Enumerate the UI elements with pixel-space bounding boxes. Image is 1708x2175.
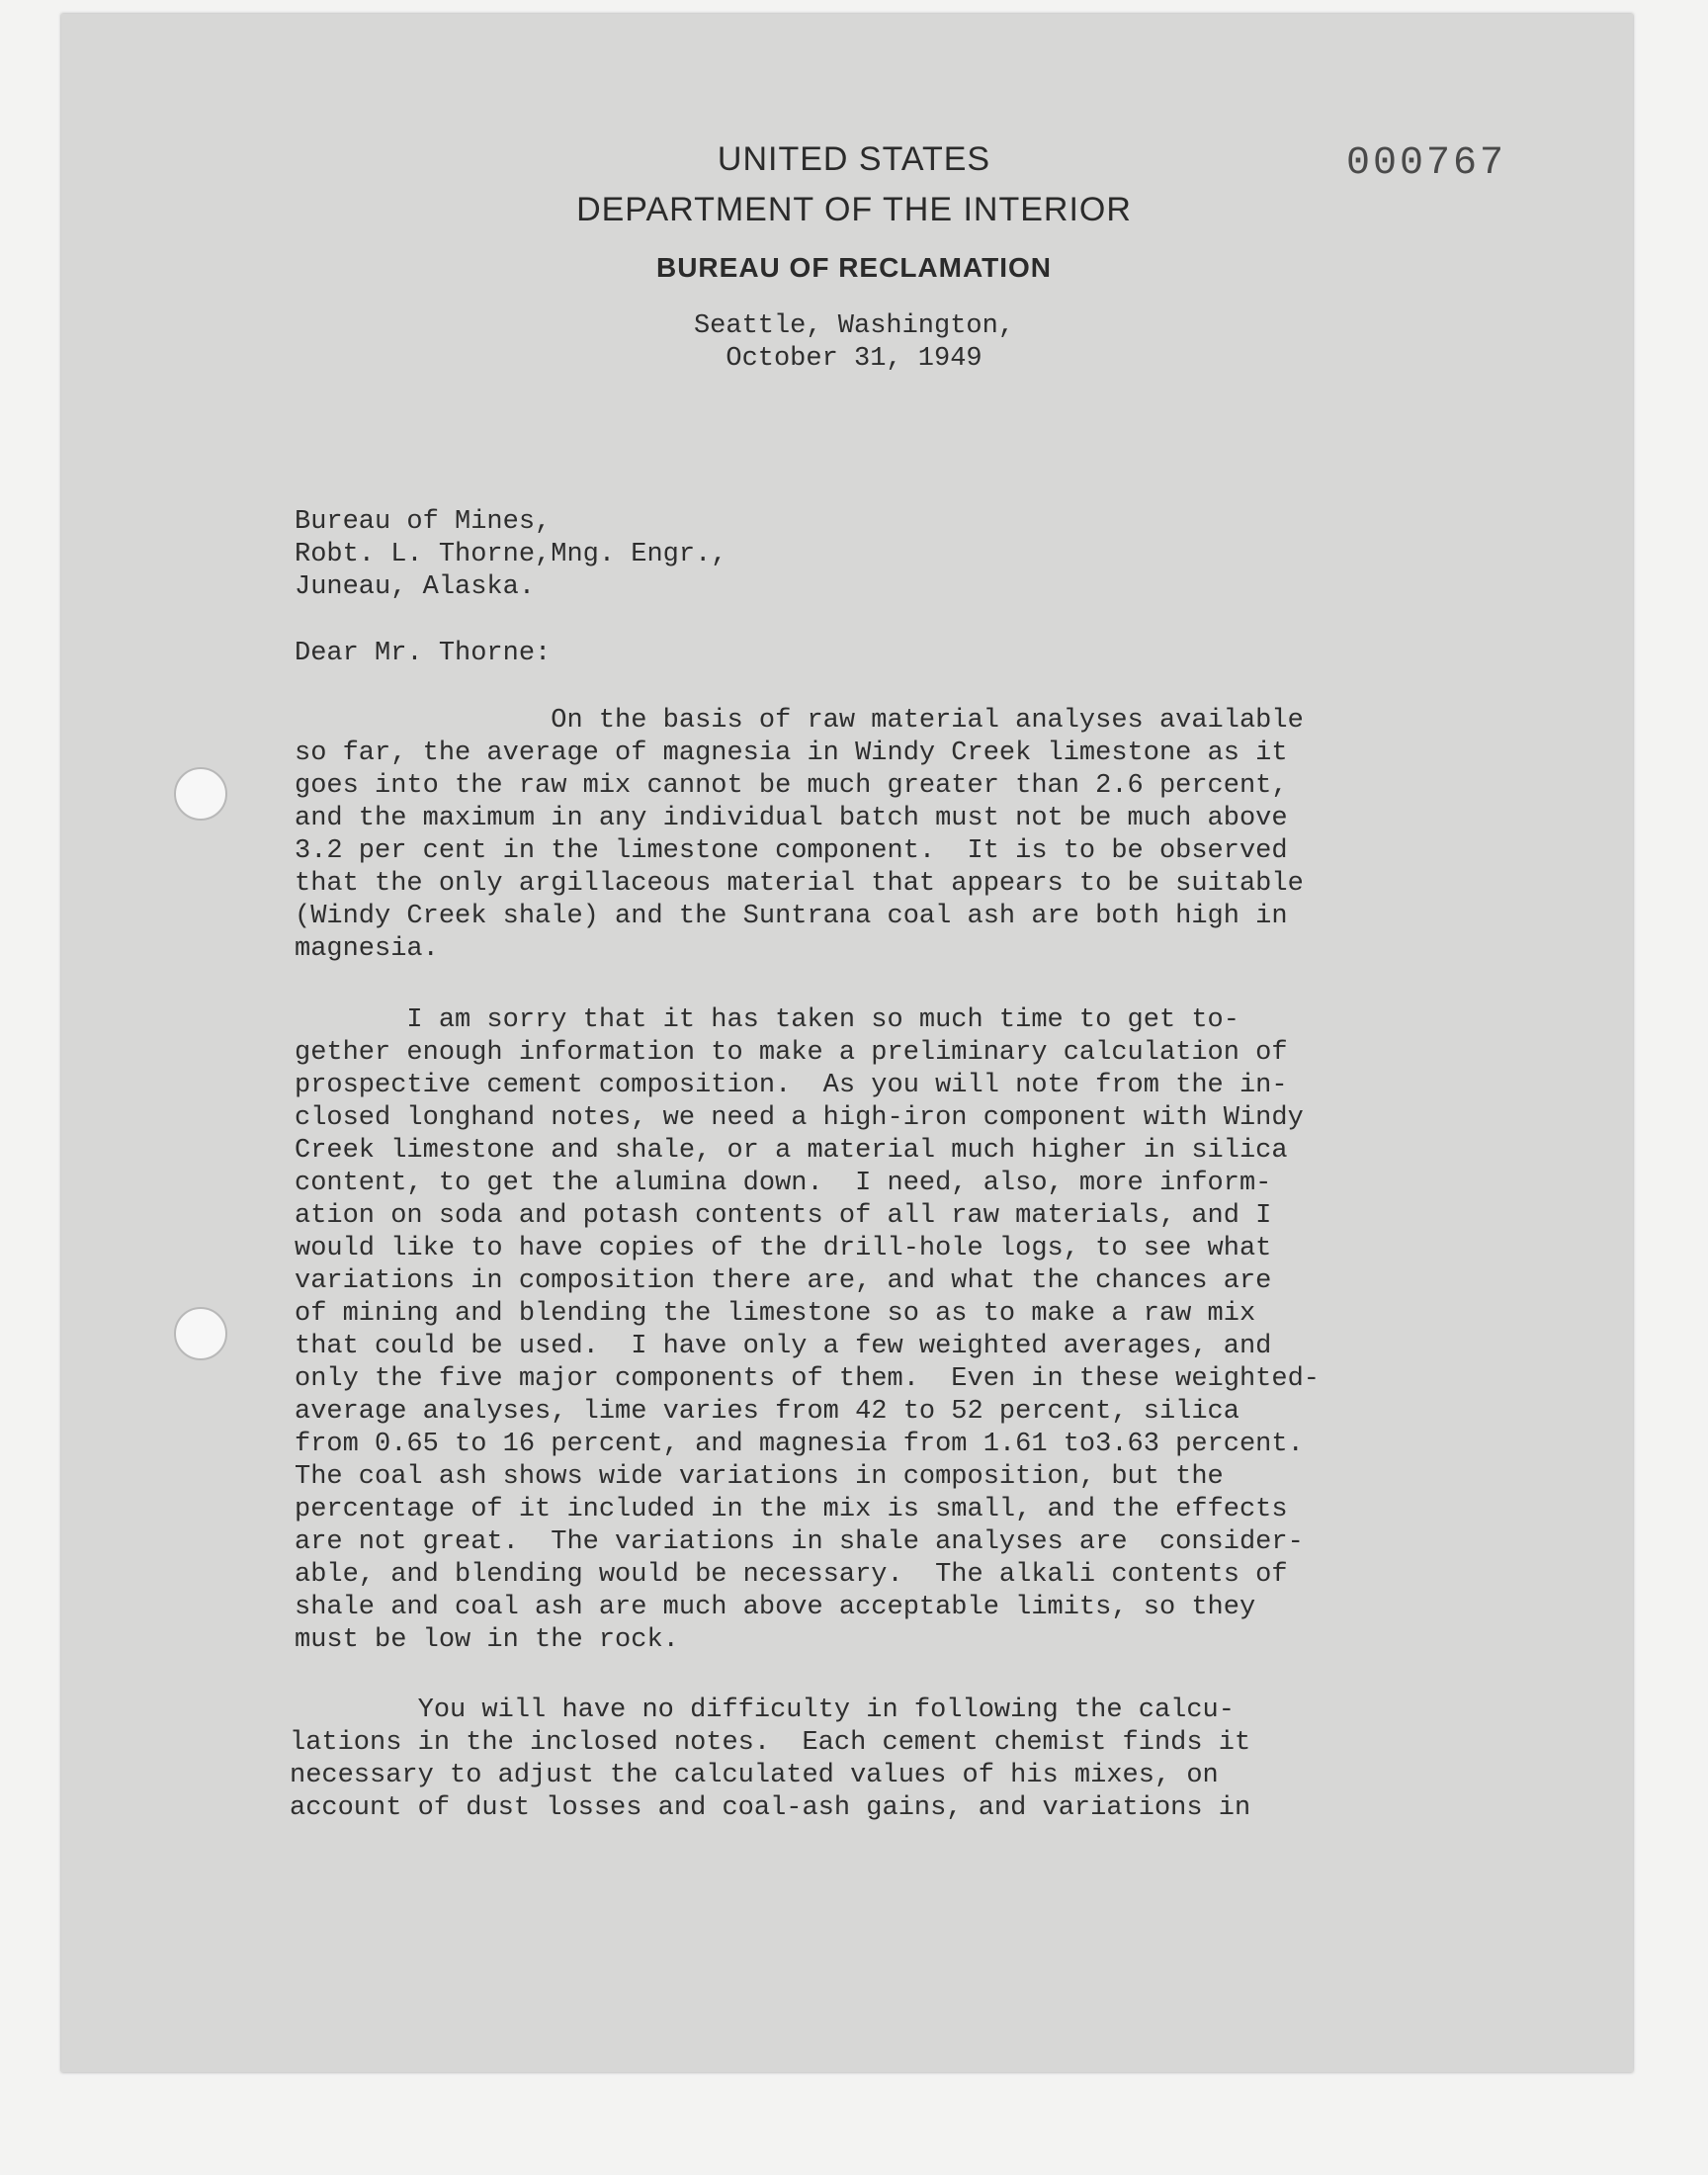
punch-hole xyxy=(174,767,227,821)
body-paragraph-1: On the basis of raw material analyses available so far, the average of magnesia in Windy Creek limestone as it goes into the raw mix cannot be much greater than 2.6 percent, and the maximum in any individual batch must not be much above 3.2 per cent in the limestone component. It is to be observed that the only argillaceous material that appears to be suitable (Windy Creek shale) and the Suntrana coal ash are both high in magnesia. xyxy=(295,706,1304,964)
body-paragraph-3: You will have no difficulty in following the calcu- lations in the inclosed notes. Each cement chemist finds it necessary to adjust the calculated values of his mixes, on account of dust losses and coal-ash gains, and variations in xyxy=(290,1696,1251,1823)
letterhead-line-3: BUREAU OF RECLAMATION xyxy=(655,252,1052,283)
recipient-address: Bureau of Mines, Robt. L. Thorne,Mng. Engr., Juneau, Alaska. xyxy=(295,507,727,602)
letterhead-line-2: DEPARTMENT OF THE INTERIOR xyxy=(576,191,1132,228)
dateline: Seattle, Washington, October 31, 1949 xyxy=(693,311,1015,374)
salutation: Dear Mr. Thorne: xyxy=(295,639,552,668)
document-number: 000767 xyxy=(1346,141,1507,186)
body-paragraph-2: I am sorry that it has taken so much time to get to- gether enough information to make a preliminary calculation of prospective cement composition. As you will note from the in- closed longhand notes, we need a high-iron component with Windy Creek limestone and shale, or a material much higher in silica content, to get the alumina down. I need, also, more inform- ation on soda and potash contents of all raw materials, and I would like to have copies of the drill-hole logs, to see what variations in composition there are, and what the chances are of mining and blending the limestone so as to make a raw mix that could be used. I have only a few weighted averages, and only the five major components of them. Even in these weighted- average analyses, lime varies from 42 to 52 percent, silica from 0.65 to 16 percent, and magnesia from 1.61 to3.63 percent. The coal ash shows wide variations in composition, but the percentage of it included in the mix is small, and the effects are not great. The variations in shale analyses are consider- able, and blending would be necessary. The alkali contents of shale and coal ash are much above acceptable limits, so they must be low in the rock. xyxy=(295,1005,1320,1655)
punch-hole xyxy=(174,1307,227,1360)
letterhead-line-1: UNITED STATES xyxy=(717,140,991,178)
